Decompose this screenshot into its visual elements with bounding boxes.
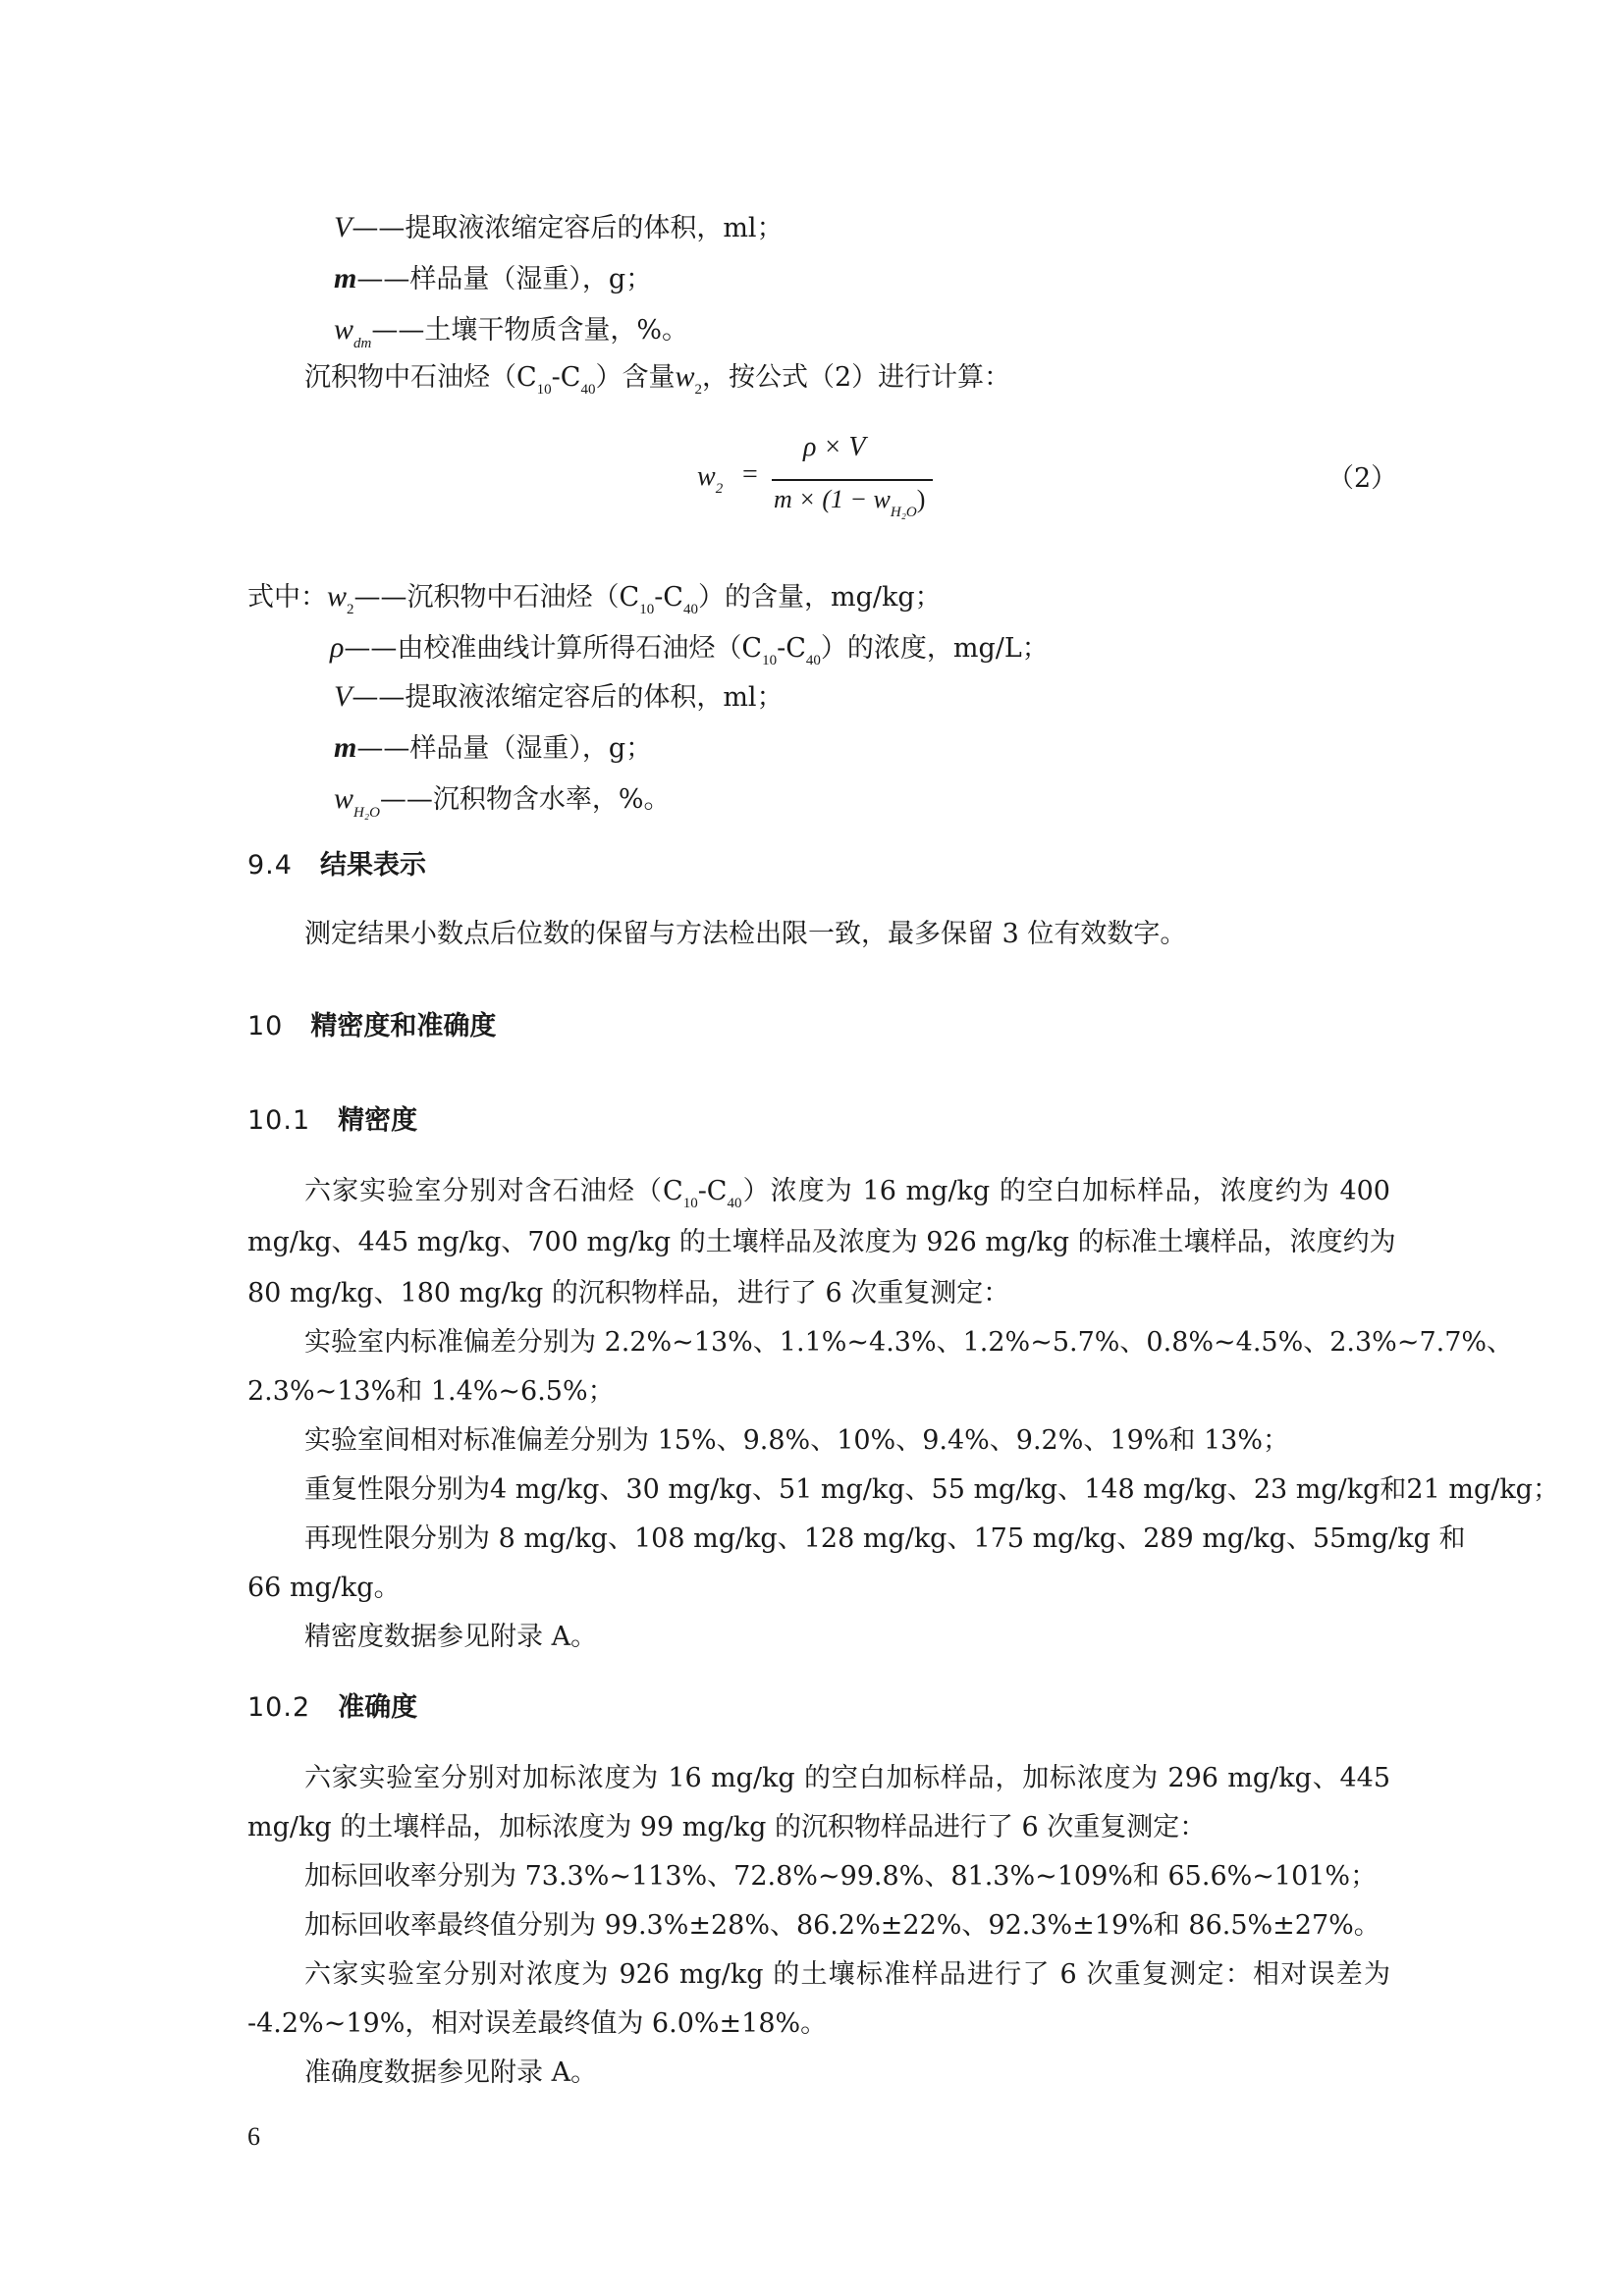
precision-para6: 精密度数据参见附录 A。 xyxy=(304,1622,598,1652)
precision-para4: 重复性限分别为4 mg/kg、30 mg/kg、51 mg/kg、55 mg/kg、148 mg/kg、23 mg/kg和21 mg/kg； xyxy=(304,1474,1559,1505)
def-m-top: m——样品量（湿重），g； xyxy=(334,262,653,294)
def-v-top: V——提取液浓缩定容后的体积，ml； xyxy=(334,211,784,243)
accuracy-para3: 加标回收率最终值分别为 99.3%±28%、86.2%±22%、92.3%±19%和 86.5%±27%。 xyxy=(304,1910,1380,1941)
precision-para5-line1: 再现性限分别为 8 mg/kg、108 mg/kg、128 mg/kg、175 mg/kg、289 mg/kg、55mg/kg 和 xyxy=(304,1523,1466,1554)
def-wh2o: $w_{H_2O}——$沉积物含水率，%。 xyxy=(334,782,671,821)
def-rho: ρ——由校准曲线计算所得石油烃$(C_{10}-C_{40})$的浓度，mg/L； xyxy=(330,631,1049,668)
def-w2: 式中：$w_2——$沉积物中石油烃$(C_{10}-C_{40})$的含量，mg/kg； xyxy=(247,580,942,617)
accuracy-para1-line2: mg/kg 的土壤样品，加标浓度为 99 mg/kg 的沉积物样品进行了 6 次重复测定： xyxy=(247,1812,1207,1842)
accuracy-para1-line1: 六家实验室分别对加标浓度为 16 mg/kg 的空白加标样品，加标浓度为 296 mg/kg、445 xyxy=(304,1763,1390,1793)
precision-para2-line1: 实验室内标准偏差分别为 2.2%~13%、1.1%~4.3%、1.2%~5.7%、0.8%~4.5%、2.3%~7.7%、 xyxy=(304,1327,1514,1358)
page-number: 6 xyxy=(247,2122,260,2151)
formula-intro: 沉积物中石油烃$(C_{10}-C_{40})$含量$w_2$，按公式（2）进行计算： xyxy=(304,360,1011,398)
section-10-heading: 10 精密度和准确度 xyxy=(247,1011,497,1041)
precision-para2-line2: 2.3%~13%和 1.4%~6.5%； xyxy=(247,1376,615,1407)
precision-para5-line2: 66 mg/kg。 xyxy=(247,1573,401,1603)
formula-lhs: $w_2$ xyxy=(697,461,724,497)
precision-para3: 实验室间相对标准偏差分别为 15%、9.8%、10%、9.4%、9.2%、19%和 13%； xyxy=(304,1425,1289,1456)
precision-para1-line2: mg/kg、445 mg/kg、700 mg/kg 的土壤样品及浓度为 926 mg/kg 的标准土壤样品，浓度约为 xyxy=(247,1227,1396,1257)
def-v-bottom: V——提取液浓缩定容后的体积，ml； xyxy=(334,680,784,713)
fraction-bar xyxy=(772,479,933,481)
precision-para1-line3: 80 mg/kg、180 mg/kg 的沉积物样品，进行了 6 次重复测定： xyxy=(247,1278,1010,1308)
section-10-2-heading: 10.2 准确度 xyxy=(247,1692,418,1723)
formula-numerator: ρ × V xyxy=(803,432,866,462)
accuracy-para4-line1: 六家实验室分别对浓度为 926 mg/kg 的土壤标准样品进行了 6 次重复测定：相对误差为 xyxy=(304,1959,1390,1990)
formula-equals: = xyxy=(742,459,758,490)
formula-2 xyxy=(687,432,943,540)
accuracy-para2: 加标回收率分别为 73.3%~113%、72.8%~99.8%、81.3%~109%和 65.6%~101%； xyxy=(304,1861,1378,1892)
section-9-4-heading: 9.4 结果表示 xyxy=(247,850,426,881)
precision-para1-line1: 六家实验室分别对含石油烃$(C_{10}-C_{40})$浓度为 16 mg/kg 的空白加标样品，浓度约为 400 xyxy=(304,1176,1390,1211)
formula-denominator: $m \times (1 - w_{H_2O})$ xyxy=(774,485,926,520)
section-10-1-heading: 10.1 精密度 xyxy=(247,1105,418,1136)
section-9-4-body: 测定结果小数点后位数的保留与方法检出限一致，最多保留 3 位有效数字。 xyxy=(304,919,1187,949)
def-m-bottom: m——样品量（湿重），g； xyxy=(334,731,653,764)
accuracy-para4-line2: -4.2%~19%，相对误差最终值为 6.0%±18%。 xyxy=(247,2008,828,2039)
accuracy-para5: 准确度数据参见附录 A。 xyxy=(304,2057,598,2088)
formula-tag: （2） xyxy=(1327,463,1398,494)
def-wdm: $w_{dm}——$土壤干物质含量，%。 xyxy=(334,313,689,351)
